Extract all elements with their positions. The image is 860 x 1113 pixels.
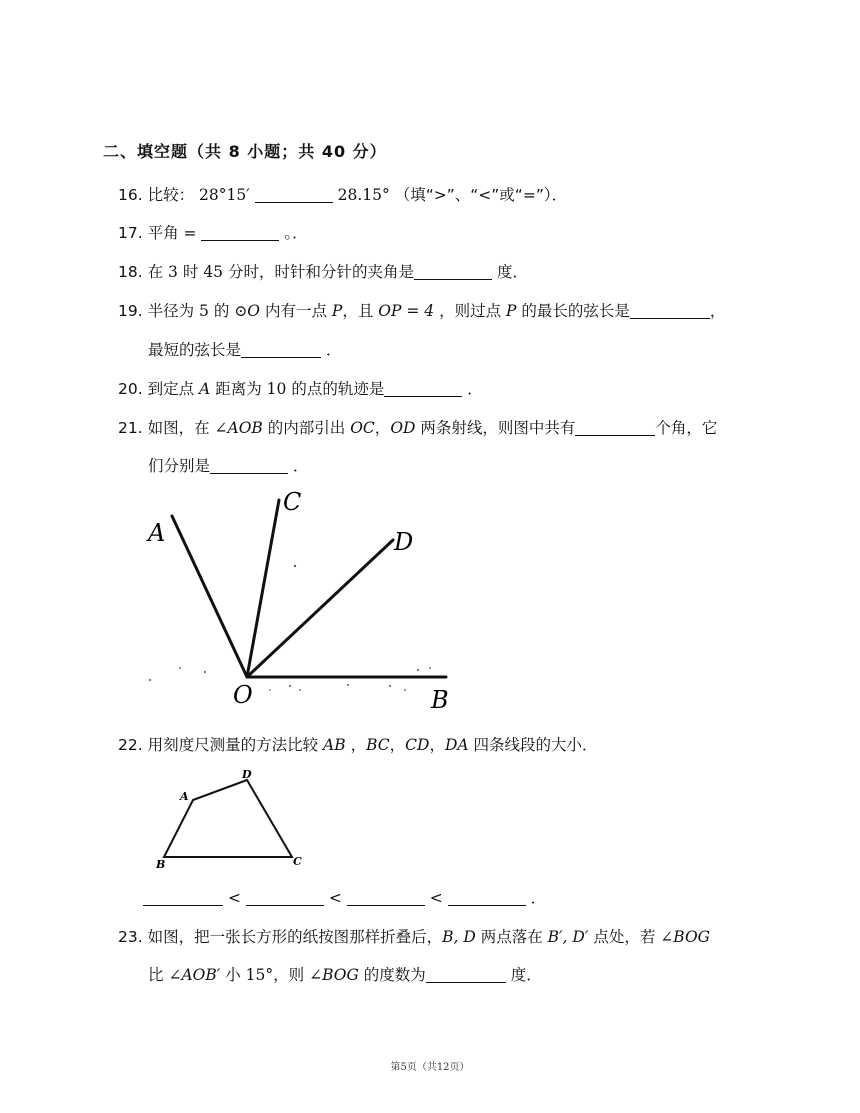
question-text: （填“>”、“<”或“=”）． [394,186,568,204]
math-number: 10 [266,380,287,398]
math-number: 5 [199,302,209,320]
question-text: ， [374,419,391,437]
question-23 [118,926,710,948]
question-text: ， [350,736,367,754]
answer-blank[interactable] [246,889,324,906]
question-text: 在 [147,263,164,281]
math-expression: AB [323,736,346,754]
question-text: 小 [225,966,241,984]
label-o: O [233,681,253,709]
math-expression: ∠AOB [214,419,263,437]
question-text: 时 [182,263,199,281]
math-expression: OP = 4 [378,302,435,320]
math-expression: 28.15° [337,186,390,204]
question-text: 最短的弦长是 [148,341,242,359]
answer-blank[interactable] [426,966,506,983]
less-than-sign: < [429,889,443,907]
question-text: ，则 [273,966,305,984]
question-text: ． [530,889,547,907]
question-number: 22. [118,736,143,754]
question-text: 如图，在 [147,419,210,437]
question-text: 比较： [147,186,195,204]
math-expression: P [506,302,517,320]
question-text: 的度数为 [363,966,426,984]
question-text: ． [325,341,342,359]
page-footer: 第5页（共12页） [390,1062,470,1073]
math-expression: B, D [442,928,476,946]
question-22-answer-line [143,887,546,909]
question-text: 。． [284,224,308,242]
question-number: 18. [118,263,143,281]
math-expression: CD [405,736,430,754]
math-number: 3 [168,263,178,281]
question-text: 比 [148,966,164,984]
question-text: ，且 [342,302,374,320]
question-text: ， [429,736,445,754]
question-number: 19. [118,302,143,320]
question-text: ． [467,380,483,398]
label-a: A [180,790,189,803]
question-text: 平角 = [147,224,197,242]
math-number: 45 [203,263,224,281]
answer-blank[interactable] [448,889,526,906]
question-text: 两条射线，则图中共有 [420,419,576,437]
math-expression: ⊙O [234,302,261,320]
math-number: 15° [245,966,274,984]
math-expression: BC [366,736,390,754]
question-text: 半径为 [147,302,195,320]
question-text: 们分别是 [148,457,211,475]
answer-blank[interactable] [347,889,425,906]
math-expression: OC [350,419,375,437]
question-text: 内有一点 [264,302,327,320]
question-number: 17. [118,224,143,242]
label-d: D [242,768,252,781]
question-number: 20. [118,380,143,398]
question-text: 四条线段的大小． [473,736,598,754]
math-expression: P [331,302,343,320]
math-expression: ∠BOG [660,928,711,946]
label-b: B [156,858,166,871]
question-number: 16. [118,186,143,204]
question-text: ，则过点 [439,302,502,320]
question-text: 到定点 [147,380,195,398]
less-than-sign: < [227,889,241,907]
math-expression: OD [390,419,416,437]
question-text: 的内部引出 [267,419,346,437]
question-text: 点处，若 [593,928,656,946]
question-text: 如图，把一张长方形的纸按图那样折叠后， [147,928,443,946]
question-number: 23. [118,928,143,946]
question-text: 度． [496,263,528,281]
question-text: 距离为 [215,380,262,398]
question-text: 两点落在 [480,928,543,946]
label-b: B [431,686,449,714]
less-than-sign: < [328,889,342,907]
label-a: A [148,519,166,547]
question-text: 的 [213,302,230,320]
question-23-line-2 [148,964,542,986]
question-text: 分时，时针和分针的夹角是 [227,263,414,281]
question-text: 度． [510,966,542,984]
math-expression: ∠BOG [309,966,359,984]
question-text: ， [709,302,726,320]
question-text: 的点的轨迹是 [291,380,385,398]
label-d: D [394,528,414,556]
math-expression: A [199,380,211,398]
question-number: 21. [118,419,143,437]
label-c: C [283,488,302,516]
math-expression: B′, D′ [547,928,589,946]
question-text: ， [389,736,406,754]
question-text: 个角，它 [655,419,718,437]
question-text: 的最长的弦长是 [521,302,630,320]
answer-blank[interactable] [143,889,223,906]
math-expression: ∠AOB′ [168,966,221,984]
label-c: C [293,855,302,868]
math-expression: DA [444,736,469,754]
question-text: ． [292,457,309,475]
section-title: 二、填空题（共 8 小题；共 40 分） [103,142,387,161]
question-text: 用刻度尺测量的方法比较 [147,736,319,754]
math-expression: 28°15′ [199,186,250,204]
